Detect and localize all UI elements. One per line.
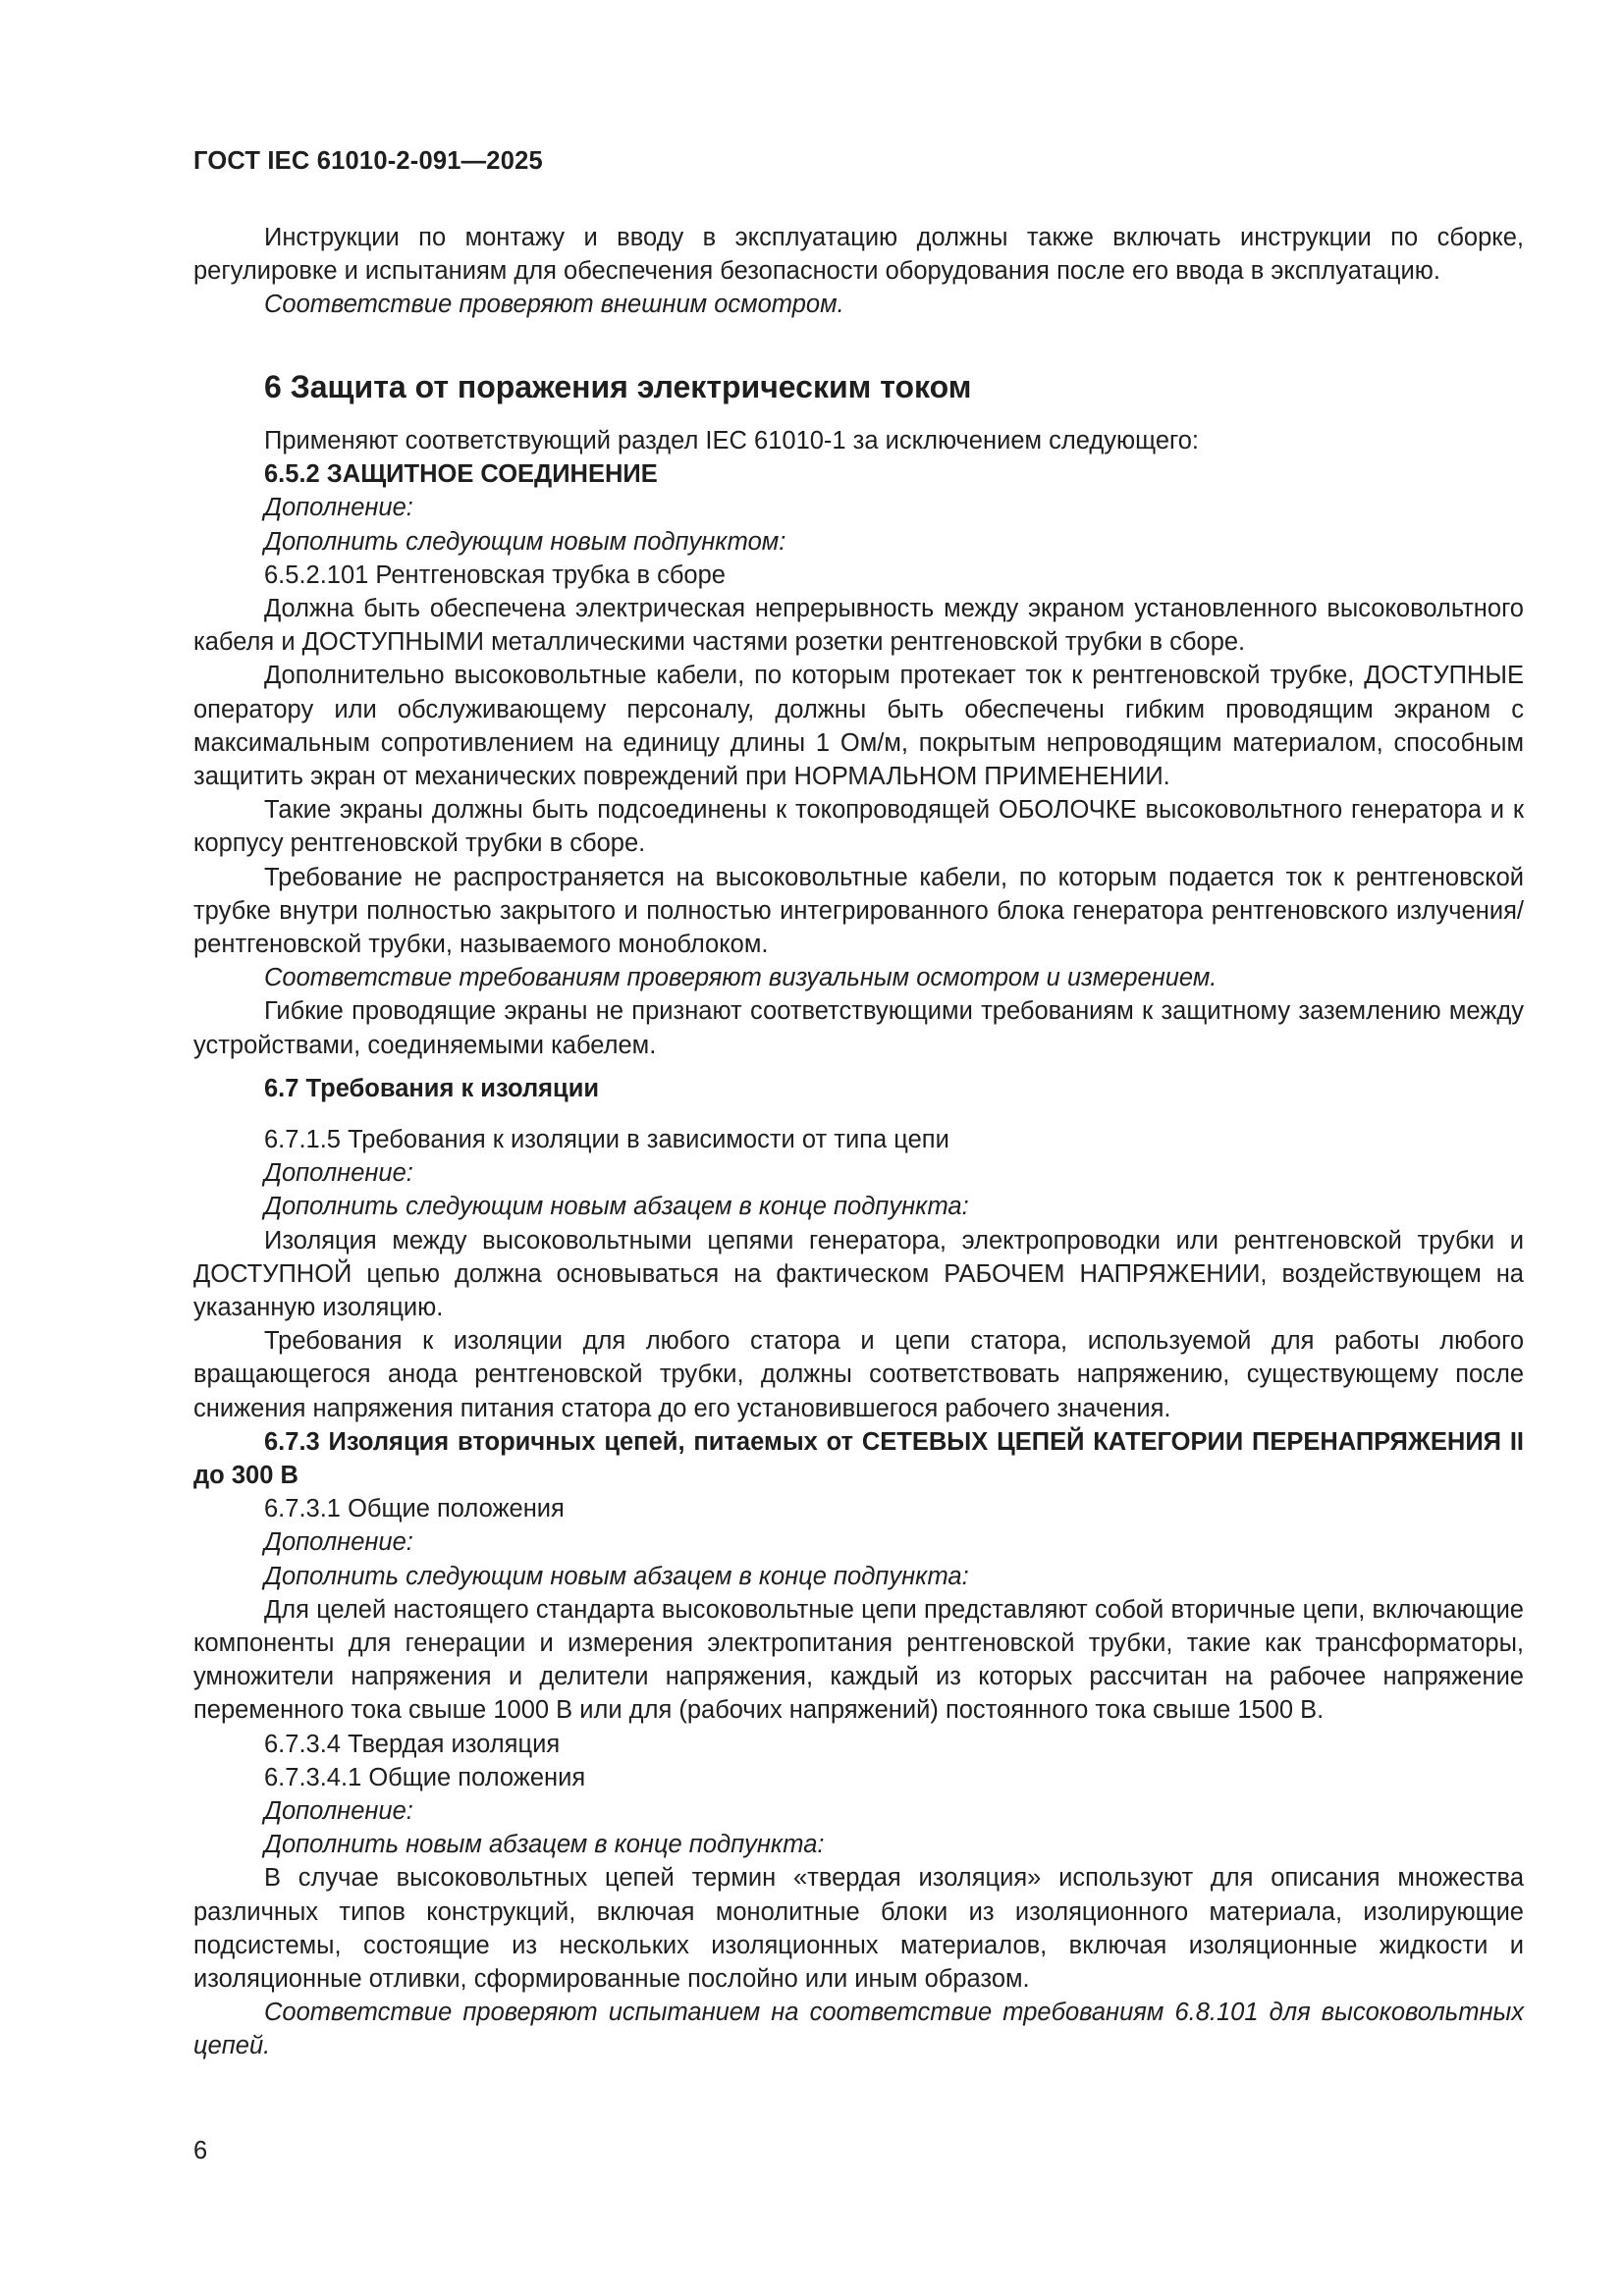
addition-label: Дополнение: [264,1159,413,1188]
paragraph: Инструкции по монтажу и вводу в эксплуатацию должны также включать инструкции по сборке, регулировке и испытаниям для обеспечения безопасности оборудования после его ввода в эксплуатацию. [193,224,1524,286]
paragraph: Должна быть обеспечена электрическая непрерывность между экраном установленного высоковольтного кабеля и ДОСТУПНЫМИ металлическими частями розетки рентгеновской трубки в сборе. [193,595,1524,657]
paragraph: Применяют соответствующий раздел IEC 61010-1 за исключением следующего: [264,427,1200,454]
paragraph: Такие экраны должны быть подсоединены к токопроводящей ОБОЛОЧКЕ высоковольтного генератора и к корпусу рентгеновской трубки в сборе. [193,796,1524,858]
clause-title: 6.7.3.1 Общие положения [264,1495,565,1523]
document-header: ГОСТ IEC 61010-2-091—2025 [193,147,543,175]
addition-label: Дополнение: [264,1797,413,1826]
section-6-heading: 6 Защита от поражения электрическим током [264,369,972,404]
addition-instruction: Дополнить новым абзацем в конце подпункта: [264,1831,825,1859]
section-6-body [193,424,1524,1062]
paragraph: Изоляция между высоковольтными цепями генератора, электропроводки или рентгеновской трубки и ДОСТУПНОЙ цепью должна основываться на фактическом РАБОЧЕМ НАПРЯЖЕНИИ, воздействующем на указанную изоляцию. [193,1226,1524,1322]
subsection-heading-6-7-3: 6.7.3 Изоляция вторичных цепей, питаемых от СЕТЕВЫХ ЦЕПЕЙ КАТЕГОРИИ ПЕРЕНАПРЯЖЕНИЯ II до 300 В [193,1427,1524,1490]
addition-label: Дополнение: [264,1528,413,1557]
clause-title: 6.5.2.101 Рентгеновская трубка в сборе [264,561,726,589]
paragraph: Дополнительно высоковольтные кабели, по которым протекает ток к рентгеновской трубке, ДОСТУПНЫЕ оператору или обслуживающему персоналу, должны быть обеспечены гибким проводящим экраном с максимальным сопротивлением на единицу длины 1 Ом/м, покрытым непроводящим материалом, способным защитить экран от механических повреждений при НОРМАЛЬНОМ ПРИМЕНЕНИИ. [193,662,1524,791]
clause-title: 6.7.3.4 Твердая изоляция [264,1730,561,1758]
conformity-note: Соответствие проверяют внешним осмотром. [264,291,844,319]
paragraph: Требование не распространяется на высоковольтные кабели, по которым подается ток к рентгеновской трубке внутри полностью закрытого и полностью интегрированного блока генератора рентгеновского излучения/рентгеновской трубки, называемого моноблоком. [193,863,1524,959]
addition-label: Дополнение: [264,494,413,522]
conformity-note: Соответствие требованиям проверяют визуальным осмотром и измерением. [264,964,1218,992]
subsection-heading-6-7: 6.7 Требования к изоляции [264,1075,600,1102]
clause-title: 6.7.1.5 Требования к изоляции в зависимости от типа цепи [264,1126,949,1153]
conformity-note: Соответствие проверяют испытанием на соответствие требованиям 6.8.101 для высоковольтных цепей. [193,1999,1524,2060]
intro-block [193,221,1524,322]
section-6-7 [193,1072,1524,1105]
addition-instruction: Дополнить следующим новым абзацем в конце подпункта: [264,1193,969,1221]
paragraph: В случае высоковольтных цепей термин «твердая изоляция» используют для описания множества различных типов конструкций, включая монолитные блоки из изоляционного материала, изолирующие подсистемы, состоящие из нескольких изоляционных материалов, включая изоляционные жидкости и изоляционные отливки, сформированные послойно или иным образом. [193,1864,1524,1994]
page-number: 6 [193,2137,208,2164]
paragraph: Для целей настоящего стандарта высоковольтные цепи представляют собой вторичные цепи, включающие компоненты для генерации и измерения электропитания рентгеновской трубки, такие как трансформаторы, умножители напряжения и делители напряжения, каждый из которых рассчитан на рабочее напряжение переменного тока свыше 1000 В или для (рабочих напряжений) постоянного тока свыше 1500 В. [193,1595,1524,1725]
paragraph: Требования к изоляции для любого статора и цепи статора, используемой для работы любого вращающегося анода рентгеновской трубки, должны соответствовать напряжению, существующему после снижения напряжения питания статора до его установившегося рабочего значения. [193,1327,1524,1422]
section-6-7-body [193,1123,1524,2063]
addition-instruction: Дополнить следующим новым абзацем в конце подпункта: [264,1562,969,1590]
addition-instruction: Дополнить следующим новым подпунктом: [264,527,786,556]
clause-title: 6.7.3.4.1 Общие положения [264,1763,586,1791]
paragraph: Гибкие проводящие экраны не признают соответствующими требованиям к защитному заземлению между устройствами, соединяемыми кабелем. [193,997,1524,1059]
subsection-heading-6-5-2: 6.5.2 ЗАЩИТНОЕ СОЕДИНЕНИЕ [264,460,658,489]
